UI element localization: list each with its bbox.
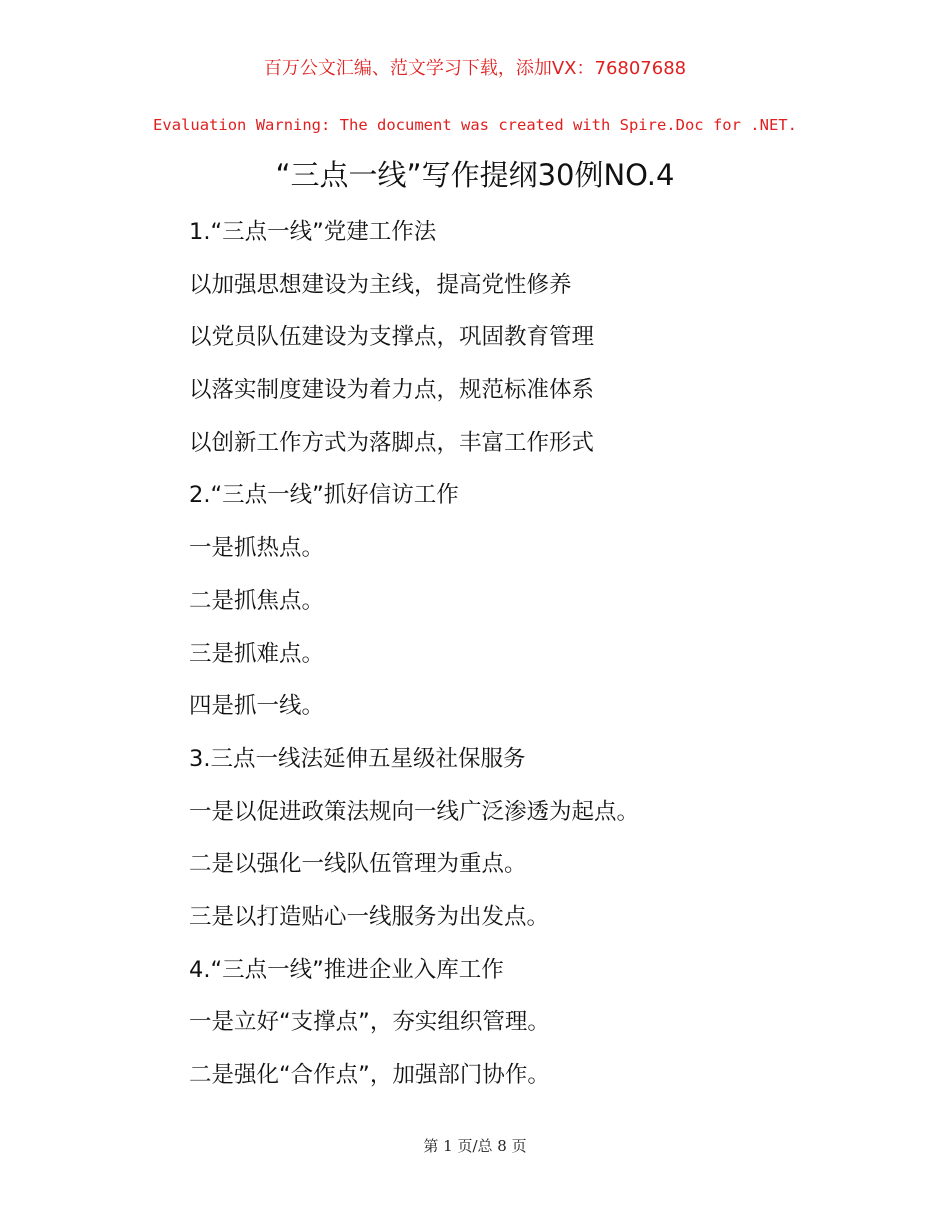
section-heading: 1.“三点一线”党建工作法 (189, 219, 437, 245)
body-line: 一是以促进政策法规向一线广泛渗透为起点。 (189, 798, 640, 825)
document-title: “三点一线”写作提纲30例NO.4 (275, 158, 675, 192)
section-heading: 3.三点一线法延伸五星级社保服务 (189, 745, 526, 772)
body-line: 二是抓焦点。 (189, 587, 325, 614)
body-line: 四是抓一线。 (189, 693, 325, 720)
page-number-footer: 第 1 页/总 8 页 (423, 1137, 527, 1155)
body-line: 三是抓难点。 (189, 640, 325, 667)
section-heading: 4.“三点一线”推进企业入库工作 (189, 956, 504, 983)
document-body (189, 206, 889, 1102)
promo-banner: 百万公文汇编、范文学习下载，添加VX：76807688 (263, 58, 687, 79)
body-line: 以党员队伍建设为支撑点，巩固教育管理 (189, 324, 595, 351)
body-line: 以落实制度建设为着力点，规范标准体系 (189, 377, 595, 404)
body-line: 以创新工作方式为落脚点，丰富工作形式 (189, 429, 595, 456)
body-line: 二是强化“合作点”，加强部门协作。 (189, 1062, 550, 1088)
section-heading: 2.“三点一线”抓好信访工作 (189, 482, 459, 509)
body-line: 三是以打造贴心一线服务为出发点。 (189, 903, 550, 930)
body-line: 二是以强化一线队伍管理为重点。 (189, 851, 527, 878)
evaluation-warning: Evaluation Warning: The document was created with Spire.Doc for .NET. (153, 116, 797, 134)
body-line: 一是立好“支撑点”，夯实组织管理。 (189, 1009, 550, 1036)
body-line: 一是抓热点。 (189, 535, 325, 562)
body-line: 以加强思想建设为主线，提高党性修养 (189, 271, 572, 298)
